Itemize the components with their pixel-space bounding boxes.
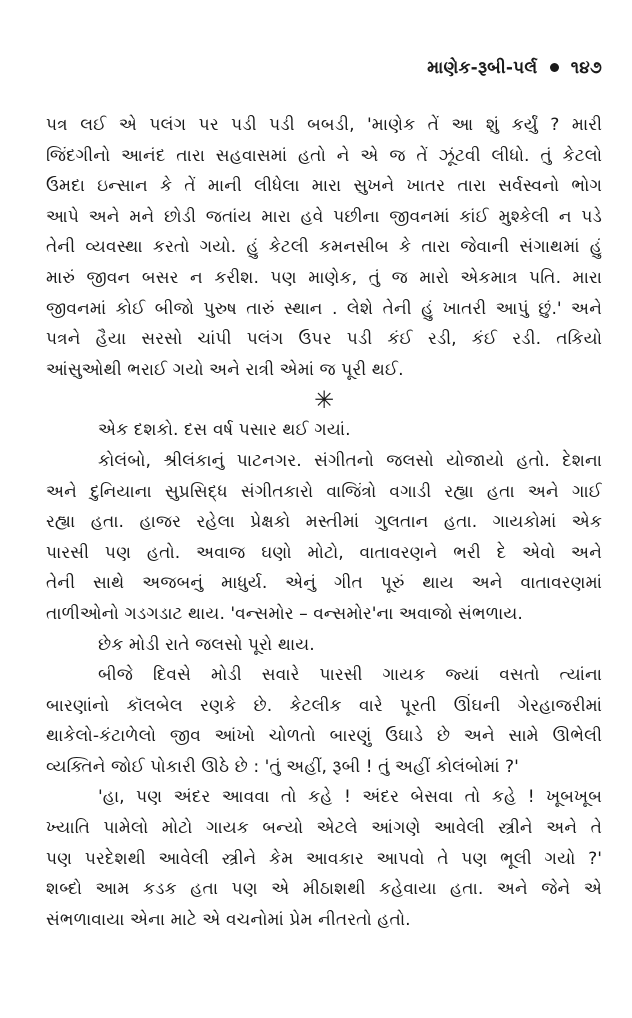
paragraph-2 bbox=[46, 415, 602, 446]
text-line: અને દુનિયાના સુપ્રસિદ્ધ સંગીતકારો વાજિંત્રો વગાડી રહ્યા હતા અને ગાઈ bbox=[46, 481, 602, 502]
header-title: માણેક-રૂબી-પર્લ bbox=[427, 58, 538, 78]
text-line: ઉમદા ઇન્સાન કે તેં માની લીધેલા મારા સુખને ખાતર તારા સર્વસ્વનો ભોગ bbox=[46, 176, 602, 197]
text-line: મારું જીવન બસર ન કરીશ. પણ માણેક, તું જ મારો એકમાત્ર પતિ. મારા bbox=[46, 267, 602, 288]
bullet-dot bbox=[550, 63, 559, 72]
text-line: વ્યક્તિને જોઈ પોકારી ઊઠે છે : 'તું અહીં, રૂબી ! તું અહીં કોલંબોમાં ?' bbox=[46, 756, 519, 777]
paragraph-5 bbox=[46, 660, 602, 782]
text-line: રહ્યા હતા. હાજર રહેલા પ્રેક્ષકો મસ્તીમાં ગુલતાન હતા. ગાયકોમાં એક bbox=[46, 512, 602, 533]
text-line: પણ પરદેશથી આવેલી સ્ત્રીને કેમ આવકાર આપવો તે પણ ભૂલી ગયો ?' bbox=[46, 848, 602, 869]
text-line: તેની સાથે અજબનું માધુર્ય. એનું ગીત પૂરું થાય અને વાતાવરણમાં bbox=[46, 573, 602, 594]
paragraph-3 bbox=[46, 446, 602, 630]
body-text bbox=[46, 110, 602, 935]
paragraph-4 bbox=[46, 630, 602, 661]
text-line: પારસી પણ હતો. અવાજ ઘણો મોટો, વાતાવરણને ભરી દે એવો અને bbox=[46, 542, 602, 563]
text-line: જીવનમાં કોઈ બીજો પુરુષ તારું સ્થાન . લેશે તેની હું ખાતરી આપું છું.' અને bbox=[46, 298, 602, 319]
text-line: પત્ર લઈ એ પલંગ પર પડી પડી બબડી, 'માણેક તેં આ શું કર્યું ? મારી bbox=[46, 115, 602, 135]
text-line: તેની વ્યવસ્થા કરતો ગયો. હું કેટલી કમનસીબ કે તારા જેવાની સંગાથમાં હું bbox=[46, 237, 602, 258]
paragraph-1 bbox=[46, 110, 602, 385]
page-number: ૧૪૭ bbox=[570, 58, 602, 78]
text-line: આંસુઓથી ભરાઈ ગયો અને રાત્રી એમાં જ પૂરી થઈ. bbox=[46, 359, 404, 380]
text-line: બીજે દિવસે મોડી સવારે પારસી ગાયક જ્યાં વસતો ત્યાંના bbox=[98, 665, 602, 686]
text-line: ખ્યાતિ પામેલો મોટો ગાયક બન્યો એટલે આંગણે આવેલી સ્ત્રીને અને તે bbox=[46, 818, 602, 839]
text-line: તાળીઓનો ગડગડાટ થાય. 'વન્સમોર – વન્સમોર'ના અવાજો સંભળાય. bbox=[46, 603, 523, 624]
text-line: બારણાંનો કૉલબેલ રણકે છે. કેટલીક વારે પૂરતી ઊંઘની ગેરહાજરીમાં bbox=[46, 695, 602, 716]
section-separator: ✳ bbox=[313, 386, 335, 415]
text-line: જિંદગીનો આનંદ તારા સહવાસમાં હતો ને એ જ તેં ઝૂંટવી લીધો. તું કેટલો bbox=[46, 145, 602, 166]
text-line: શબ્દો આમ કડક હતા પણ એ મીઠાશથી કહેવાયા હતા. અને જેને એ bbox=[46, 879, 602, 900]
text-line: થાકેલો-કંટાળેલો જીવ આંખો ચોળતો બારણું ઉઘાડે છે અને સામે ઊભેલી bbox=[46, 726, 602, 747]
text-line: છેક મોડી રાતે જલસો પૂરો થાય. bbox=[98, 634, 315, 655]
text-line: કોલંબો, શ્રીલંકાનું પાટનગર. સંગીતનો જલસો યોજાયો હતો. દેશના bbox=[98, 450, 602, 471]
text-line: આપે અને મને છોડી જતાંય મારા હવે પછીના જીવનમાં કાંઈ મુશ્કેલી ન પડે bbox=[46, 206, 602, 227]
text-line: એક દશકો. દસ વર્ષ પસાર થઈ ગયાં. bbox=[98, 420, 351, 441]
text-line: 'હા, પણ અંદર આવવા તો કહે ! અંદર બેસવા તો કહે ! ખૂબખૂબ bbox=[98, 787, 602, 808]
text-line: સંભળાવાયા એના માટે એ વચનોમાં પ્રેમ નીતરતો હતો. bbox=[46, 909, 411, 930]
paragraph-6 bbox=[46, 782, 602, 935]
text-line: પત્રને હૈયા સરસો ચાંપી પલંગ ઉપર પડી કંઈ રડી, કંઈ રડી. તકિયો bbox=[46, 329, 602, 350]
running-header bbox=[427, 58, 602, 78]
